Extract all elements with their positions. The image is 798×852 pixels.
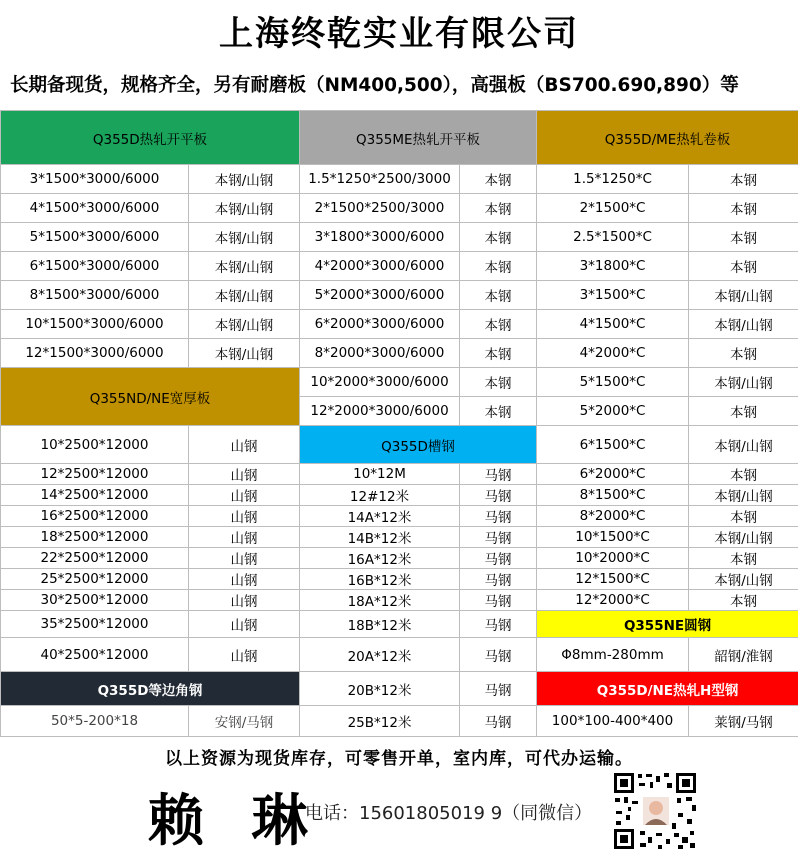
table-cell: 40*2500*12000 [1,638,189,672]
table-cell: 本钢 [460,223,537,252]
table-cell: 14B*12米 [300,527,460,548]
table-cell: 25*2500*12000 [1,569,189,590]
table-cell: 本钢 [460,281,537,310]
table-cell: 马钢 [460,638,537,672]
stock-subtitle: 长期备现货，规格齐全，另有耐磨板（NM400,500），高强板（BS700.690,890）等 [10,75,739,96]
table-cell: 12*1500*C [537,569,689,590]
table-cell: Φ8mm-280mm [537,638,689,672]
table-cell: 2.5*1500*C [537,223,689,252]
table-cell: 16B*12米 [300,569,460,590]
table-cell: 本钢/山钢 [689,569,798,590]
table-cell: 本钢/山钢 [189,281,300,310]
table-cell: 20B*12米 [300,672,460,706]
company-title: 上海终乾实业有限公司 [219,13,579,54]
table-cell: 本钢 [689,548,798,569]
table-cell: 马钢 [460,485,537,506]
table-cell: 18B*12米 [300,611,460,638]
table-cell: 8*2000*C [537,506,689,527]
table-cell: 4*1500*C [537,310,689,339]
table-cell: 本钢/山钢 [689,426,798,464]
table-cell: 本钢/山钢 [689,310,798,339]
table-cell: 山钢 [189,611,300,638]
table-cell: 3*1500*3000/6000 [1,165,189,194]
section-header-q355ndne-wide: Q355ND/NE宽厚板 [1,368,300,426]
table-cell: 12*2500*12000 [1,464,189,485]
table-cell: 5*1500*C [537,368,689,397]
table-cell: 本钢 [689,506,798,527]
table-cell: 本钢 [689,339,798,368]
table-cell: 1.5*1250*2500/3000 [300,165,460,194]
table-cell: 本钢 [689,194,798,223]
table-cell: 本钢/山钢 [689,485,798,506]
table-cell: 10*2000*3000/6000 [300,368,460,397]
table-cell: 马钢 [460,706,537,737]
table-cell: 5*2000*3000/6000 [300,281,460,310]
table-cell: 本钢/山钢 [189,223,300,252]
table-cell: 6*1500*3000/6000 [1,252,189,281]
table-cell: 5*2000*C [537,397,689,426]
table-cell: 5*1500*3000/6000 [1,223,189,252]
table-cell: 12*2000*3000/6000 [300,397,460,426]
table-cell: 本钢 [460,252,537,281]
table-cell: 4*1500*3000/6000 [1,194,189,223]
table-cell: 本钢 [689,397,798,426]
table-cell: 4*2000*3000/6000 [300,252,460,281]
table-cell: 本钢 [460,194,537,223]
table-cell: 山钢 [189,506,300,527]
table-cell: 8*1500*C [537,485,689,506]
table-cell: 14*2500*12000 [1,485,189,506]
table-cell: 3*1500*C [537,281,689,310]
table-cell: 本钢/山钢 [689,281,798,310]
table-cell: 22*2500*12000 [1,548,189,569]
table-cell: 韶钢/淮钢 [689,638,798,672]
table-cell: 马钢 [460,569,537,590]
table-cell: 本钢/山钢 [689,368,798,397]
table-cell: 本钢 [460,339,537,368]
table-cell: 山钢 [189,638,300,672]
wechat-qr-code [612,771,698,851]
section-header-q355me-plate: Q355ME热轧开平板 [300,111,537,165]
table-cell: 山钢 [189,485,300,506]
table-cell: 18A*12米 [300,590,460,611]
stock-table [0,110,798,737]
table-cell: 3*1800*C [537,252,689,281]
table-cell: 14A*12米 [300,506,460,527]
table-cell: 12*1500*3000/6000 [1,339,189,368]
section-header-q355d-plate: Q355D热轧开平板 [1,111,300,165]
section-header-q355dne-hbeam: Q355D/NE热轧H型钢 [537,672,798,706]
table-cell: 4*2000*C [537,339,689,368]
table-cell: 8*1500*3000/6000 [1,281,189,310]
section-header-q355dme-coil: Q355D/ME热轧卷板 [537,111,798,165]
table-cell: 马钢 [460,506,537,527]
table-cell: 马钢 [460,548,537,569]
table-cell: 本钢 [689,590,798,611]
table-cell: 本钢/山钢 [189,165,300,194]
table-cell: 本钢 [689,464,798,485]
table-cell: 本钢 [460,165,537,194]
table-cell: 本钢/山钢 [189,194,300,223]
table-cell: 1.5*1250*C [537,165,689,194]
table-cell: 马钢 [460,464,537,485]
table-cell: 10*1500*C [537,527,689,548]
table-cell: 本钢 [460,397,537,426]
table-cell: 莱钢/马钢 [689,706,798,737]
contact-phone: 电话：15601805019 9（同微信） [305,803,593,824]
section-header-q355d-angle: Q355D等边角钢 [1,672,300,706]
table-cell: 16*2500*12000 [1,506,189,527]
table-cell: 6*2000*3000/6000 [300,310,460,339]
table-cell: 山钢 [189,426,300,464]
table-cell: 本钢 [689,165,798,194]
stock-notice: 以上资源为现货库存，可零售开单，室内库，可代办运输。 [165,748,633,769]
table-cell: 马钢 [460,611,537,638]
table-cell: 2*1500*2500/3000 [300,194,460,223]
table-cell: 10*12M [300,464,460,485]
table-cell: 12#12米 [300,485,460,506]
table-cell: 本钢 [689,252,798,281]
table-cell: 马钢 [460,527,537,548]
table-cell: 35*2500*12000 [1,611,189,638]
table-cell: 本钢/山钢 [189,339,300,368]
table-cell: 12*2000*C [537,590,689,611]
section-header-q355d-channel: Q355D槽钢 [300,426,537,464]
table-cell: 50*5-200*18 [1,706,189,737]
table-cell: 10*1500*3000/6000 [1,310,189,339]
contact-footer [0,771,798,852]
table-cell: 10*2000*C [537,548,689,569]
table-cell: 本钢/山钢 [189,310,300,339]
table-cell: 6*2000*C [537,464,689,485]
contact-name: 赖 琳 [148,788,322,852]
table-cell: 100*100-400*400 [537,706,689,737]
table-cell: 山钢 [189,527,300,548]
table-cell: 马钢 [460,672,537,706]
table-cell: 20A*12米 [300,638,460,672]
table-cell: 本钢/山钢 [189,252,300,281]
table-cell: 本钢 [689,223,798,252]
table-cell: 本钢/山钢 [689,527,798,548]
table-cell: 马钢 [460,590,537,611]
table-cell: 8*2000*3000/6000 [300,339,460,368]
table-cell: 6*1500*C [537,426,689,464]
section-header-q355ne-round: Q355NE圆钢 [537,611,798,638]
table-cell: 本钢 [460,310,537,339]
table-cell: 3*1800*3000/6000 [300,223,460,252]
table-cell: 安钢/马钢 [189,706,300,737]
table-cell: 山钢 [189,569,300,590]
table-cell: 本钢 [460,368,537,397]
table-cell: 25B*12米 [300,706,460,737]
table-cell: 30*2500*12000 [1,590,189,611]
table-cell: 山钢 [189,464,300,485]
table-cell: 16A*12米 [300,548,460,569]
table-cell: 2*1500*C [537,194,689,223]
table-cell: 18*2500*12000 [1,527,189,548]
table-cell: 山钢 [189,548,300,569]
table-cell: 山钢 [189,590,300,611]
table-cell: 10*2500*12000 [1,426,189,464]
